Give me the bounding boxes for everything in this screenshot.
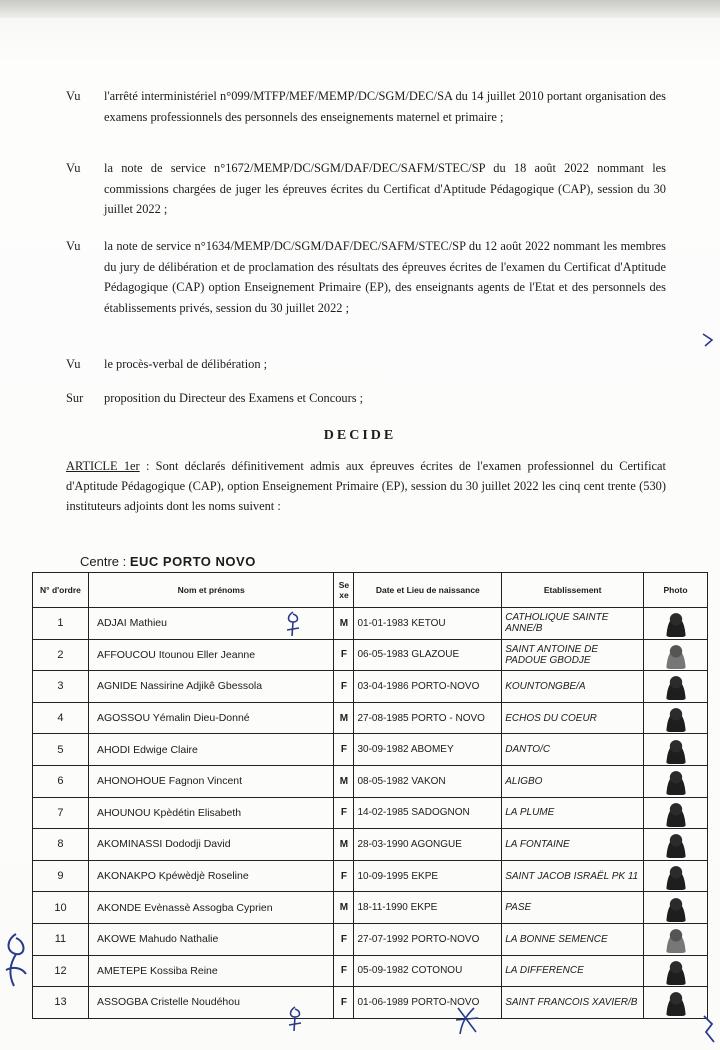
table-header-row [33, 573, 708, 608]
table-row [33, 987, 708, 1019]
id-photo [664, 738, 688, 764]
handwritten-mark-row13-a [285, 1005, 305, 1035]
cell-etablissement: SAINT ANTOINE DE PADOUE GBODJE [502, 639, 644, 671]
table-row [33, 702, 708, 734]
cell-nom: AKONAKPO Kpéwèdjè Roseline [88, 860, 334, 892]
considerant-5 [66, 388, 666, 409]
cell-ordre: 3 [33, 671, 89, 703]
considerant-4 [66, 354, 666, 375]
cell-sexe: F [334, 639, 354, 671]
cell-ordre: 9 [33, 860, 89, 892]
cell-date-lieu: 27-08-1985 PORTO - NOVO [354, 702, 502, 734]
considerant-text: l'arrêté interministériel n°099/MTFP/MEF/MEMP/DC/SGM/DEC/SA du 14 juillet 2010 portant organisation des examens professionnels des personnels des enseignements maternel et primaire ; [104, 89, 666, 124]
cell-nom: AKOWE Mahudo Nathalie [88, 923, 334, 955]
cell-sexe: F [334, 987, 354, 1019]
cell-photo [644, 702, 708, 734]
cell-sexe: M [334, 829, 354, 861]
cell-sexe: F [334, 734, 354, 766]
table-row [33, 608, 708, 640]
considerant-label: Vu [66, 89, 81, 103]
cell-nom: AHONOHOUE Fagnon Vincent [88, 765, 334, 797]
cell-nom: AFFOUCOU Itounou Eller Jeanne [88, 639, 334, 671]
considerant-label: Vu [66, 357, 81, 371]
considerant-text: la note de service n°1634/MEMP/DC/SGM/DAF/DEC/SAFM/STEC/SP du 12 août 2022 nommant les membres du jury de délibération et de proclamation des résultats des épreuves écrites de l'examen du Certificat d'Aptitude Pédagogique (CAP) option Enseignement Primaire (EP), des enseignants agents de l'Etat et des personnels des établissements privés, session du 30 juillet 2022 ; [104, 239, 666, 315]
article-1 [66, 456, 666, 516]
table-row [33, 734, 708, 766]
cell-date-lieu: 05-09-1982 COTONOU [354, 955, 502, 987]
cell-ordre: 6 [33, 765, 89, 797]
cell-sexe: F [334, 860, 354, 892]
handwritten-mark-row13-b [452, 1004, 482, 1038]
cell-etablissement: LA BONNE SEMENCE [502, 923, 644, 955]
handwritten-tick-top [700, 330, 716, 350]
cell-ordre: 7 [33, 797, 89, 829]
article-text: : Sont déclarés définitivement admis aux épreuves écrites de l'examen professionnel du Certificat d'Aptitude Pédagogique (CAP), option Enseignement Primaire (EP), session du 30 juillet 2022 les cinq cent trente (530) instituteurs adjoints dont les noms suivent : [66, 459, 666, 513]
cell-sexe: F [334, 671, 354, 703]
page-top-shadow [0, 0, 720, 18]
table-row [33, 797, 708, 829]
cell-date-lieu: 14-02-1985 SADOGNON [354, 797, 502, 829]
considerant-2 [66, 158, 666, 220]
cell-nom: ASSOGBA Cristelle Noudéhou [88, 987, 334, 1019]
cell-nom: ADJAI Mathieu [88, 608, 334, 640]
admitted-table [32, 572, 708, 1019]
table-row [33, 671, 708, 703]
cell-etablissement: ALIGBO [502, 765, 644, 797]
cell-date-lieu: 06-05-1983 GLAZOUE [354, 639, 502, 671]
cell-photo [644, 639, 708, 671]
considerant-label: Vu [66, 161, 81, 175]
cell-etablissement: KOUNTONGBE/A [502, 671, 644, 703]
cell-nom: AHOUNOU Kpèdétin Elisabeth [88, 797, 334, 829]
cell-date-lieu: 30-09-1982 ABOMEY [354, 734, 502, 766]
cell-ordre: 4 [33, 702, 89, 734]
cell-sexe: F [334, 923, 354, 955]
id-photo [664, 959, 688, 985]
id-photo [664, 832, 688, 858]
cell-photo [644, 797, 708, 829]
cell-ordre: 13 [33, 987, 89, 1019]
considerant-3 [66, 236, 666, 318]
cell-photo [644, 955, 708, 987]
cell-photo [644, 734, 708, 766]
cell-date-lieu: 10-09-1995 EKPE [354, 860, 502, 892]
cell-date-lieu: 08-05-1982 VAKON [354, 765, 502, 797]
cell-sexe: M [334, 702, 354, 734]
id-photo [664, 643, 688, 669]
cell-etablissement: LA PLUME [502, 797, 644, 829]
cell-date-lieu: 03-04-1986 PORTO-NOVO [354, 671, 502, 703]
table-row [33, 955, 708, 987]
handwritten-mark-row1 [283, 610, 303, 640]
table-row [33, 765, 708, 797]
cell-sexe: M [334, 892, 354, 924]
cell-sexe: M [334, 608, 354, 640]
cell-etablissement: LA DIFFERENCE [502, 955, 644, 987]
id-photo [664, 927, 688, 953]
header-nom: Nom et prénoms [88, 573, 334, 608]
header-sexe: Se xe [334, 573, 354, 608]
table-row [33, 639, 708, 671]
considerant-label: Sur [66, 391, 84, 405]
id-photo [664, 611, 688, 637]
cell-photo [644, 860, 708, 892]
considerant-label: Vu [66, 239, 81, 253]
header-etablissement: Etablissement [502, 573, 644, 608]
considerant-1 [66, 86, 666, 127]
cell-sexe: F [334, 955, 354, 987]
cell-photo [644, 987, 708, 1019]
cell-ordre: 12 [33, 955, 89, 987]
cell-ordre: 1 [33, 608, 89, 640]
centre-line [80, 554, 256, 569]
cell-ordre: 5 [33, 734, 89, 766]
cell-nom: AGNIDE Nassirine Adjikê Gbessola [88, 671, 334, 703]
header-ordre: N° d'ordre [33, 573, 89, 608]
cell-ordre: 11 [33, 923, 89, 955]
handwritten-margin-mark [2, 930, 30, 990]
cell-nom: AHODI Edwige Claire [88, 734, 334, 766]
table-row [33, 923, 708, 955]
cell-date-lieu: 01-06-1989 PORTO-NOVO [354, 987, 502, 1019]
cell-sexe: F [334, 797, 354, 829]
cell-photo [644, 671, 708, 703]
table-row [33, 829, 708, 861]
cell-nom: AKOMINASSI Dododji David [88, 829, 334, 861]
cell-photo [644, 923, 708, 955]
cell-nom: AKONDE Evènassè Assogba Cyprien [88, 892, 334, 924]
cell-photo [644, 765, 708, 797]
cell-date-lieu: 27-07-1992 PORTO-NOVO [354, 923, 502, 955]
cell-etablissement: DANTO/C [502, 734, 644, 766]
id-photo [664, 864, 688, 890]
considerant-text: le procès-verbal de délibération ; [104, 357, 268, 371]
centre-label: Centre : [80, 554, 130, 569]
decide-heading: DECIDE [323, 428, 397, 443]
cell-photo [644, 829, 708, 861]
cell-photo [644, 892, 708, 924]
cell-date-lieu: 28-03-1990 AGONGUE [354, 829, 502, 861]
table-row [33, 860, 708, 892]
cell-etablissement: LA FONTAINE [502, 829, 644, 861]
cell-photo [644, 608, 708, 640]
header-photo: Photo [644, 573, 708, 608]
id-photo [664, 801, 688, 827]
id-photo [664, 674, 688, 700]
header-date: Date et Lieu de naissance [354, 573, 502, 608]
considerant-text: proposition du Directeur des Examens et Concours ; [104, 391, 364, 405]
handwritten-tick-right [700, 1010, 718, 1046]
article-label: ARTICLE 1er [66, 459, 140, 473]
cell-etablissement: CATHOLIQUE SAINTE ANNE/B [502, 608, 644, 640]
id-photo [664, 706, 688, 732]
cell-ordre: 2 [33, 639, 89, 671]
centre-name: EUC PORTO NOVO [129, 554, 256, 569]
cell-etablissement: SAINT JACOB ISRAËL PK 11 [502, 860, 644, 892]
table-row [33, 892, 708, 924]
cell-etablissement: ECHOS DU COEUR [502, 702, 644, 734]
id-photo [664, 896, 688, 922]
cell-ordre: 8 [33, 829, 89, 861]
cell-date-lieu: 01-01-1983 KETOU [354, 608, 502, 640]
cell-etablissement: SAINT FRANCOIS XAVIER/B [502, 987, 644, 1019]
cell-ordre: 10 [33, 892, 89, 924]
id-photo [664, 769, 688, 795]
cell-nom: AGOSSOU Yémalin Dieu-Donné [88, 702, 334, 734]
cell-nom: AMETEPE Kossiba Reine [88, 955, 334, 987]
considerant-text: la note de service n°1672/MEMP/DC/SGM/DAF/DEC/SAFM/STEC/SP du 18 août 2022 nommant les commissions chargées de juger les épreuves écrites du Certificat d'Aptitude Pédagogique (CAP), session du 30 juillet 2022 ; [104, 161, 666, 216]
cell-sexe: M [334, 765, 354, 797]
cell-etablissement: PASE [502, 892, 644, 924]
id-photo [664, 990, 688, 1016]
cell-date-lieu: 18-11-1990 EKPE [354, 892, 502, 924]
